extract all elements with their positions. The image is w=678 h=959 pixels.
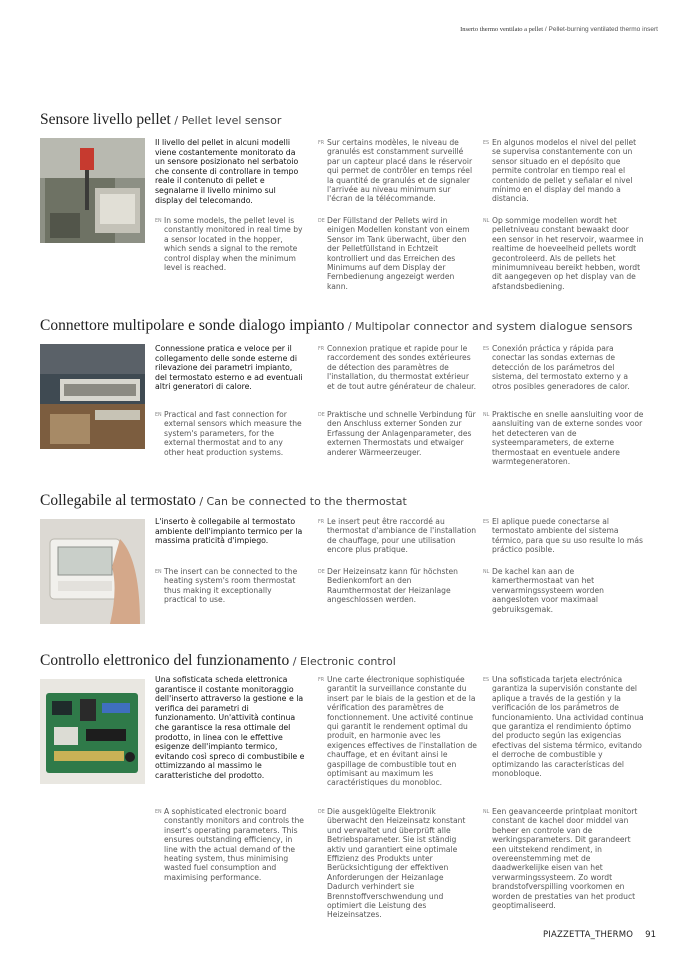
text-es-body: Conexión práctica y rápida para conectar las sondas externas de detección de los parámetros del sistema, del termostato externo y a otros posibles generadores de calor.	[492, 344, 630, 391]
section-title-en: Can be connected to the thermostat	[206, 495, 407, 508]
lang-tag-nl: NL	[483, 413, 490, 418]
text-it: Connessione pratica e veloce per il collegamento delle sonde esterne di rilevazione dei parametri impianto, del termostato esterno e ad eventuali altri generatori di calore.	[155, 344, 303, 392]
text-fr	[318, 675, 477, 788]
text-nl	[483, 410, 644, 467]
text-de-body: Die ausgeklügelte Elektronik überwacht den Heizeinsatz konstant und verwaltet und überprüft alle Betriebsparameter. Sie ist ständig aktiv und garantiert eine optimale Effizienz des Produkts unter Berücksichtigung der effektiven Anforderungen der Heizanlage Dadurch verhindert sie Brennstoffverschwendung und optimiert die Leistung des Heizeinsatzes.	[327, 807, 466, 920]
page-number: 91	[645, 930, 656, 940]
page-footer	[543, 930, 656, 940]
text-es	[483, 675, 644, 779]
section-title-en: Pellet level sensor	[181, 114, 282, 127]
lang-tag-fr: FR	[318, 347, 325, 352]
lang-tag-en: EN	[155, 413, 162, 418]
text-nl	[483, 567, 644, 614]
text-fr	[318, 517, 477, 555]
lang-tag-nl: NL	[483, 219, 490, 224]
footer-brand: PIAZZETTA_THERMO	[542, 930, 634, 940]
section-title-it: Sensore livello pellet	[40, 111, 171, 128]
lang-tag-en: EN	[155, 570, 162, 575]
section-pellet-level-sensor	[40, 110, 645, 300]
text-es	[483, 344, 644, 391]
header-separator: /	[543, 26, 549, 33]
text-fr	[318, 344, 477, 391]
text-es	[483, 517, 644, 555]
text-fr	[318, 138, 477, 204]
text-it: L'inserto è collegabile al termostato ambiente dell'impianto termico per la massima praticità d'impiego.	[155, 517, 303, 546]
text-nl	[483, 807, 644, 911]
multipolar-connector-photo	[40, 344, 145, 449]
header-title-en: Pellet-burning ventilated thermo insert	[548, 26, 658, 33]
lang-tag-en: EN	[155, 810, 162, 815]
text-fr-body: Une carte électronique sophistiquée garantit la surveillance constante du insert par le biais de la gestion et de la vérification des paramètres de fonctionnement. Une activité continue qui garantit le rendement optimal du produit, en harmonie avec les exigences effectives de l'installation de chauffage, et en évitant ainsi le gaspillage de combustible tout en optimisant au maximum les caractéristiques du monobloc.	[327, 675, 477, 788]
text-nl-body: Op sommige modellen wordt het pelletniveau constant bewaakt door een sensor in het reservoir, waarmee in realtime de hoeveelheid pellets wordt gecontroleerd. Als de pellets het minimumniveau bereikt hebben, wordt dit aangegeven op het display van de afstandsbediening.	[492, 216, 644, 291]
text-nl	[483, 216, 644, 291]
text-fr-body: Connexion pratique et rapide pour le raccordement des sondes extérieures de détection des paramètres de l'installation, du thermostat extérieur et de tout autre générateur de chaleur.	[327, 344, 477, 391]
section-title-it: Collegabile al termostato	[40, 492, 196, 509]
text-nl-body: Praktische en snelle aansluiting voor de aansluiting van de externe sondes voor het detecteren van de systeemparameters, de externe thermostaat en eventuele andere warmtegeneratoren.	[492, 410, 644, 467]
section-thermostat	[40, 491, 645, 641]
text-en	[155, 410, 304, 457]
text-en	[155, 807, 304, 882]
lang-tag-es: ES	[483, 347, 490, 352]
lang-tag-nl: NL	[483, 810, 490, 815]
text-de-body: Der Füllstand der Pellets wird in einigen Modellen konstant von einem Sensor im Tank überwacht, über den der Pelletfüllstand in Echtzeit kontrolliert und das Erreichen des Minimums auf dem Display der Fernbedienung angezeigt werden kann.	[327, 216, 470, 291]
section-electronic-control	[40, 651, 645, 921]
text-de	[318, 807, 477, 920]
lang-tag-nl: NL	[483, 570, 490, 575]
section-title: Sensore livello pellet / Pellet level sensor	[40, 111, 282, 128]
section-title: Controllo elettronico del funzionamento / Electronic control	[40, 652, 396, 669]
text-fr-body: Le insert peut être raccordé au thermostat d'ambiance de l'installation de chauffage, pour une utilisation encore plus pratique.	[327, 517, 477, 555]
text-en-body: Practical and fast connection for external sensors which measure the system's parameters, for the external thermostat and to any other heat production systems.	[164, 410, 302, 457]
lang-tag-es: ES	[483, 141, 490, 146]
lang-tag-en: EN	[155, 219, 162, 224]
text-nl-body: Een geavanceerde printplaat monitort constant de kachel door middel van beheer en controle van de werkingsparameters. Dit garandeert een uitstekend rendiment, in overeenstemming met de daadwerkelijke eisen van het verwarmingssysteem. Zo wordt brandstofverspilling voorkomen en worden de prestaties van het product geoptimaliseerd.	[492, 807, 638, 911]
text-es-body: En algunos modelos el nivel del pellet se supervisa constantemente con un sensor situado en el depósito que permite controlar en tiempo real el contenido de pellet y señalar el nivel mínimo en el display del mando a distancia.	[492, 138, 637, 204]
section-multipolar-connector	[40, 316, 645, 476]
section-title: Collegabile al termostato / Can be connected to the thermostat	[40, 492, 407, 509]
lang-tag-de: DE	[318, 570, 325, 575]
text-de-body: Der Heizeinsatz kann für höchsten Bedienkomfort an den Raumthermostat der Heizanlage angeschlossen werden.	[327, 567, 458, 605]
text-de	[318, 410, 477, 457]
lang-tag-de: DE	[318, 413, 325, 418]
electronic-board-photo	[40, 679, 145, 784]
lang-tag-fr: FR	[318, 678, 325, 683]
lang-tag-es: ES	[483, 678, 490, 683]
text-it: Il livello del pellet in alcuni modelli viene costantemente monitorato da un sensore posizionato nel serbatoio che consente di controllare in tempo reale il contenuto di pellet e segnalarne il livello minimo sul display del telecomando.	[155, 138, 299, 205]
text-en-body: The insert can be connected to the heating system's room thermostat thus making it exceptionally practical to use.	[164, 567, 298, 605]
section-title-it: Controllo elettronico del funzionamento	[40, 652, 290, 669]
text-de-body: Praktische und schnelle Verbindung für den Anschluss externer Sonden zur Erfassung der Anlagenparameter, des externen Thermostats und etwaiger anderer Wärmeerzeuger.	[327, 410, 476, 457]
text-es-body: Una sofisticada tarjeta electrónica garantiza la supervisión constante del aplique a través de la gestión y la verificación de los parámetros de funcionamiento. Una actividad continua que garantiza el rendimiento óptimo del producto según las exigencias efectivas del sistema térmico, evitando el derroche de combustible y optimizando las características del monobloque.	[492, 675, 644, 779]
lang-tag-es: ES	[483, 520, 490, 525]
section-title-en: Electronic control	[299, 655, 396, 668]
text-en-body: In some models, the pellet level is constantly monitored in real time by a sensor located in the hopper, which sends a signal to the remote control display when the minimum level is reached.	[164, 216, 303, 273]
room-thermostat-photo	[40, 519, 145, 624]
section-title-en: Multipolar connector and system dialogue sensors	[355, 320, 633, 333]
text-it: Una sofisticata scheda elettronica garantisce il costante monitoraggio dell'inserto attraverso la gestione e la verifica dei parametri di funzionamento. Un'attività continua che garantisce la resa ottimale del prodotto, in linea con le effettive esigenze dell'impianto termico, evitando così spreco di combustibile e ottimizzando al massimo le caratteristiche del prodotto.	[155, 675, 305, 780]
text-de	[318, 567, 477, 605]
lang-tag-de: DE	[318, 219, 325, 224]
section-title: Connettore multipolare e sonde dialogo impianto / Multipolar connector and system dialogue sensors	[40, 317, 633, 334]
pellet-level-sensor-photo	[40, 138, 145, 243]
text-es-body: El aplique puede conectarse al termostato ambiente del sistema térmico, para que su uso resulte lo más práctico posible.	[492, 517, 643, 555]
lang-tag-fr: FR	[318, 520, 325, 525]
text-de	[318, 216, 477, 291]
lang-tag-de: DE	[318, 810, 325, 815]
header-title-it: Inserto thermo ventilato a pellet	[460, 26, 544, 33]
lang-tag-fr: FR	[318, 141, 325, 146]
text-en	[155, 567, 304, 605]
text-es	[483, 138, 644, 204]
running-header	[460, 26, 658, 33]
text-fr-body: Sur certains modèles, le niveau de granulés est constamment surveillé par un capteur placé dans le réservoir qui permet de contrôler en temps réel la quantité de granulés et de signaler l'arrivée au niveau minimum sur l'écran de la télécommande.	[327, 138, 473, 204]
text-en-body: A sophisticated electronic board constantly monitors and controls the insert's operating parameters. This ensures outstanding efficiency, in line with the actual demand of the heating system, thus minimising wasted fuel consumption and maximising performance.	[164, 807, 304, 882]
text-nl-body: De kachel kan aan de kamerthermostaat van het verwarmingssysteem worden aangesloten voor maximaal gebruiksgemak.	[492, 567, 604, 614]
text-en	[155, 216, 304, 273]
section-title-it: Connettore multipolare e sonde dialogo impianto	[40, 317, 345, 334]
